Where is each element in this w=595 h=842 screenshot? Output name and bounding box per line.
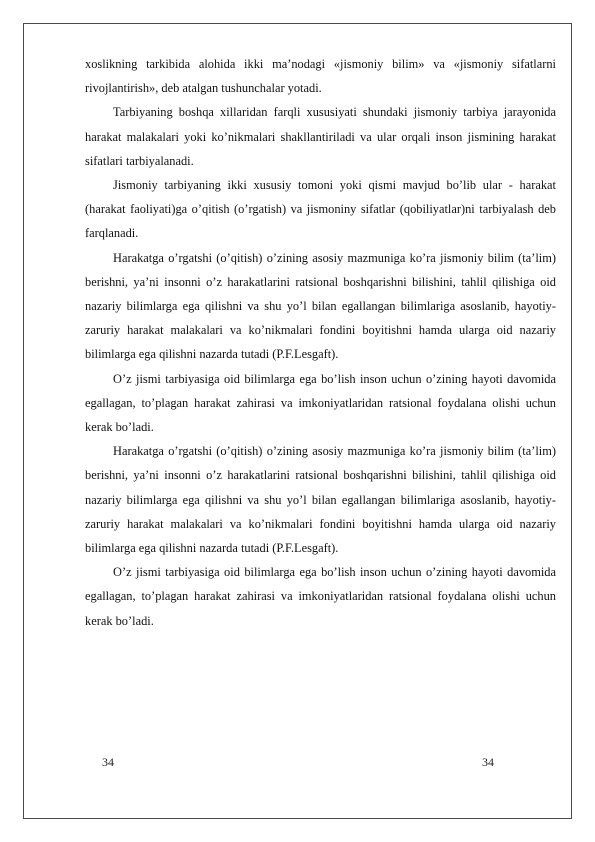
paragraph-7: O’z jismi tarbiyasiga oid bilimlarga ega bo’lish inson uchun o’zining hayoti davomida egallagan, to’plagan harakat zahirasi va imkoniyatlaridan ratsional foydalana olishi uchun kerak bo’ladi. <box>85 565 556 628</box>
body-text <box>85 52 556 633</box>
paragraph-3: Jismoniy tarbiyaning ikki xususiy tomoni yoki qismi mavjud bo’lib ular - harakat (harakat faoliyati)ga o’qitish (o’rgatish) va jismoniny sifatlar (qobiliyatlar)ni tarbiyalash deb farqlanadi. <box>85 178 556 241</box>
paragraph-5: O’z jismi tarbiyasiga oid bilimlarga ega bo’lish inson uchun o’zining hayoti davomida egallagan, to’plagan harakat zahirasi va imkoniyatlaridan ratsional foydalana olishi uchun kerak bo’ladi. <box>85 371 556 435</box>
paragraph-1: xoslikning tarkibida alohida ikki ma’nodagi «jismoniy bilim» va «jismoniy sifatlarni rivojlantirish», deb atalgan tushunchalar yotadi. <box>85 57 556 96</box>
page-number-left: 34 <box>102 755 114 769</box>
paragraph-6: Harakatga o’rgatshi (o’qitish) o’zining asosiy mazmuniga ko’ra jismoniy bilim (ta’lim) berishni, ya’ni insonni o’z harakatlarini ratsional boshqarishni bilishini, tahlil qilishiga oid nazariy bilimlarga ega qilishni va shu yo’l bilan egallangan bilimlariga asoslanib, hayotiy-zaruriy harakat malakalari va ko’nikmalari fondini boyitishni hamda ularga oid nazariy bilimlarga ega qilishni nazarda tutadi (P.F.Lesgaft). <box>85 444 556 556</box>
paragraph-2: Tarbiyaning boshqa xillaridan farqli xususiyati shundaki jismoniy tarbiya jarayonida harakat malakalari yoki ko’nikmalari shakllantiriladi va ular orqali inson jismining harakat sifatlari tarbiyalanadi. <box>85 105 556 168</box>
paragraph-4: Harakatga o’rgatshi (o’qitish) o’zining asosiy mazmuniga ko’ra jismoniy bilim (ta’lim) berishni, ya’ni insonni o’z harakatlarini ratsional boshqarishni bilishini, tahlil qilishiga oid nazariy bilimlarga ega qilishni va shu yo’l bilan egallangan bilimlariga asoslanib, hayotiy-zaruriy harakat malakalari va ko’nikmalari fondini boyitishni hamda ularga oid nazariy bilimlarga ega qilishni nazarda tutadi (P.F.Lesgaft). <box>85 250 556 362</box>
page-number-right: 34 <box>482 755 494 769</box>
